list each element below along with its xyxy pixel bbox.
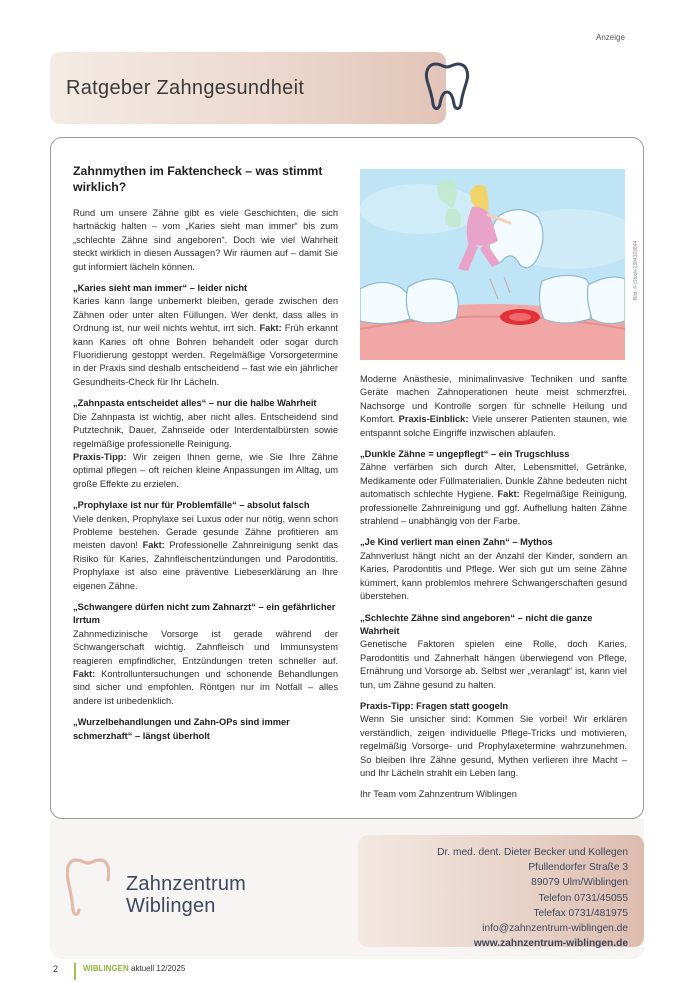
tooth-icon xyxy=(424,60,470,112)
myth-schwangere xyxy=(73,601,338,708)
fact-label: Fakt: xyxy=(142,540,165,551)
tip-text: Viele unserer Patienten staunen, wie entspannt solche Eingriffe inzwischen ablaufen. xyxy=(360,414,627,438)
publication-line xyxy=(83,964,185,973)
myth-prophylaxe xyxy=(73,499,338,593)
contact-fax: Telefax 0731/481975 xyxy=(533,907,628,919)
fact-text: Professionelle Zahnreinigung senkt das Risiko für Karies, Zahnfleischentzündungen und Parodontitis. Prophylaxe ist also eine präventive Liebeserklärung an Ihre eigenen Zähne. xyxy=(73,540,338,591)
section-text: Viele denken, Prophylaxe sei Luxus oder nur nötig, wenn schon Probleme bestehen. Gerade gesunde Zähne profitieren am meisten davon! xyxy=(73,513,338,551)
tip-text: Wir zeigen Ihnen gerne, wie Sie Ihre Zähne optimal pflegen – oft reichen kleine Anpassungen im Alltag, um große Effekte zu erzielen. xyxy=(73,451,338,489)
ad-label: Anzeige xyxy=(596,33,625,42)
fact-text: Kontrolluntersuchungen und schonende Behandlungen sind sicher und empfohlen. Röntgen nur im Notfall – alles andere ist unbedenklich. xyxy=(73,669,338,706)
page-number: 2 xyxy=(53,964,59,974)
zahnzentrum-logo-icon xyxy=(66,856,110,918)
contact-name: Dr. med. dent. Dieter Becker und Kollegen xyxy=(437,847,628,858)
section-text: Zahnmedizinische Vorsorge ist gerade während der Schwangerschaft wichtig. Zahnfleisch und Immunsystem reagieren empfindlicher, Entzündungen treten schneller auf. xyxy=(73,628,338,666)
myth-zahnpasta xyxy=(73,397,338,491)
page-title: Ratgeber Zahngesundheit xyxy=(66,77,305,99)
article-intro: Rund um unsere Zähne gibt es viele Geschichten, die sich hartnäckig halten – vom „Karies sieht man immer“ bis zum „schlechte Zähne sind angeboren“. Doch wie viel Wahrheit steckt wirklich in diesen Aussagen? Wir räumen auf – damit Sie gut informiert lächeln können. xyxy=(73,208,338,272)
section-title: „Schwangere dürfen nicht zum Zahnarzt“ – ein gefährlicher Irrtum xyxy=(73,601,336,626)
publication-name: WIBLINGEN xyxy=(83,964,129,973)
fact-text: Früh erkannt kann Karies oft ohne Bohren behandelt oder sogar durch Fluoridierung gestoppt werden. Regelmäßige Vorsorgetermine in der Praxis sind deshalb entscheidend – fast wie ein jährlicher Gesundheits-Check für Ihr Lächeln. xyxy=(73,323,338,387)
contact-street: Pfullendorfer Straße 3 xyxy=(528,862,628,874)
section-text: Genetische Faktoren spielen eine Rolle, doch Karies, Parodontitis und Zahnerhalt hängen überwiegend von Pflege, Ernährung und Vorsorge ab. Selbst wer „veranlagt“ ist, kann viel tun, um Zähne gesund zu halten. xyxy=(360,639,627,690)
logo-wordmark-line2: Wiblingen xyxy=(126,895,216,917)
fact-text: Regelmäßige Reinigung, professionelle Zahnreinigung und ggf. Aufhellung halten Zähne strahlend – unabhängig von der Farbe. xyxy=(360,489,628,527)
image-credit: Bild: © iStock-1304323844 xyxy=(633,240,639,300)
page-divider xyxy=(74,963,76,980)
section-title: „Je Kind verliert man einen Zahn“ – Mythos xyxy=(360,537,553,548)
myth-dunkle-zaehne xyxy=(360,448,627,528)
section-title: „Karies sieht man immer“ – leider nicht xyxy=(73,283,248,294)
contact-details xyxy=(437,845,628,951)
contact-email[interactable]: info@zahnzentrum-wiblingen.de xyxy=(482,923,628,935)
section-title: „Dunkle Zähne = ungepflegt“ – ein Trugschluss xyxy=(360,449,570,460)
contact-city: 89079 Ulm/Wiblingen xyxy=(531,877,628,889)
tip-label: Praxis-Tipp: xyxy=(73,451,127,462)
section-title: „Zahnpasta entscheidet alles“ – nur die halbe Wahrheit xyxy=(73,398,317,409)
section-text: Karies kann lange unbemerkt bleiben, gerade zwischen den Zähnen oder unter alten Füllungen. Wer denkt, dass alles in Ordnung ist, nur weil nichts wehtut, irrt sich. xyxy=(73,296,338,334)
fact-label: Fakt: xyxy=(497,489,520,500)
section-text: Zahnverlust hängt nicht an der Anzahl der Kinder, sondern an Karies, Parodontitis und Pflege. Wer sich gut um seine Zähne kümmert, kann problemlos mehrere Schwangerschaften gesund überstehen. xyxy=(360,550,627,602)
section-text: Zähne verfärben sich durch Alter, Lebensmittel, Getränke, Medikamente oder Füllmaterialien. Dunkle Zähne bedeuten nicht automatisch schlechte Hygiene. xyxy=(360,462,627,500)
myth-karies xyxy=(73,282,338,389)
contact-phone[interactable]: Telefon 0731/45055 xyxy=(538,892,628,904)
fact-label: Fakt: xyxy=(73,669,96,679)
section-title: „Schlechte Zähne sind angeboren“ – nicht die ganze Wahrheit xyxy=(360,612,593,636)
section-title: „Wurzelbehandlungen und Zahn-OPs sind immer schmerzhaft“ – längst überholt xyxy=(73,717,290,741)
signoff: Ihr Team vom Zahnzentrum Wiblingen xyxy=(360,789,517,800)
article-headline: Zahnmythen im Faktencheck – was stimmt wirklich? xyxy=(73,164,323,194)
section-title: „Prophylaxe ist nur für Problemfälle“ – absolut falsch xyxy=(73,500,310,511)
logo-wordmark-line1: Zahnzentrum xyxy=(126,873,247,895)
article-column-left xyxy=(73,163,338,751)
section-text: Moderne Anästhesie, minimalinvasive Techniken und sanfte Geräte machen Zahnoperationen heute meist schmerzfrei. Nachsorge und Kontrolle sorgen für schnelle Heilung und Komfort. xyxy=(360,374,627,425)
section-title: Praxis-Tipp: Fragen statt googeln xyxy=(360,700,509,711)
myth-wurzelbehandlung xyxy=(73,716,338,743)
contact-website[interactable]: www.zahnzentrum-wiblingen.de xyxy=(473,938,628,950)
section-text: Wenn Sie unsicher sind: Kommen Sie vorbei! Wir erklären verständlich, zeigen individuelle Pflege-Tricks und motivieren, regelmäßig Vorsorge- und Prophylaxetermine wahrzunehmen. So bleiben Ihre Zähne gesund, Mythen verlieren ihre Macht – und Ihr Lächeln strahlt ein Leben lang. xyxy=(360,714,627,778)
fact-label: Fakt: xyxy=(259,323,282,334)
myth-kind-zahn xyxy=(360,536,627,603)
practice-tip xyxy=(360,700,627,780)
tooth-fairy-illustration xyxy=(360,169,625,360)
myth-angeboren xyxy=(360,612,627,692)
tip-label: Praxis-Einblick: xyxy=(398,414,469,425)
publication-issue: aktuell 12/2025 xyxy=(131,964,186,973)
article-column-right xyxy=(360,373,627,810)
myth-wurzelbehandlung-text xyxy=(360,373,627,440)
section-text: Die Zahnpasta ist wichtig, aber nicht alles. Entscheidend sind Putztechnik, Dauer, Zahnseide oder Interdentalbürsten sowie regelmäßige professionelle Reinigung. xyxy=(73,411,338,449)
